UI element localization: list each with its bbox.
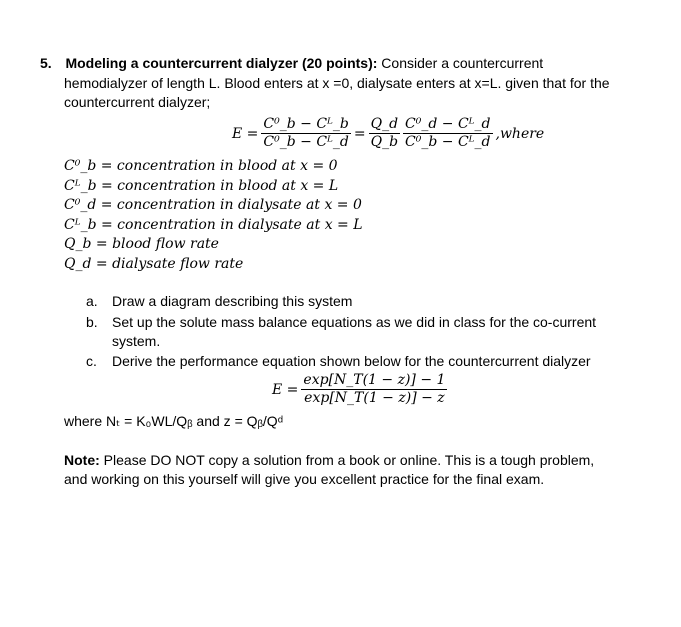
task-a [86, 292, 352, 311]
definition-item [64, 157, 363, 177]
definition-item [64, 177, 363, 197]
problem-number: 5. [40, 55, 52, 71]
performance-equation [272, 372, 447, 407]
definition-symbol: C⁰_b [64, 158, 97, 174]
perf-eq-numerator: exp[N_T(1 − z)] − 1 [303, 372, 446, 388]
note-line-1 [64, 451, 594, 470]
problem-intro-2: hemodialyzer of length L. Blood enters at x =0, dialysate enters at x=L. given that for the [64, 75, 610, 91]
where-definition-line: where Nₜ = K₀WL/Qᵦ and z = Qᵦ/Qᵈ [64, 413, 283, 429]
task-text: system. [112, 333, 161, 349]
task-c [86, 352, 591, 371]
efficiency-equation [232, 116, 544, 151]
eq-frac1-denominator: C⁰_b − Cᴸ_d [263, 134, 349, 150]
definition-symbol: Cᴸ_b [64, 177, 97, 194]
problem-intro-1: Consider a countercurrent [381, 55, 544, 71]
perf-eq-fraction [301, 372, 447, 407]
task-text: Set up the solute mass balance equations as we did in class for the co-current [112, 314, 597, 330]
eq-frac2-denominator: Q_b [370, 134, 399, 150]
task-b [86, 313, 596, 332]
task-text: Derive the performance equation shown below for the countercurrent dialyzer [112, 353, 591, 369]
note-text-1: Please DO NOT copy a solution from a book or online. This is a tough problem, [103, 452, 595, 468]
eq-frac3-denominator: C⁰_b − Cᴸ_d [405, 134, 491, 150]
definition-text: = blood flow rate [95, 236, 219, 252]
eq-fraction-3 [403, 116, 492, 151]
eq-frac1-numerator: C⁰_b − Cᴸ_b [263, 116, 349, 132]
eq-suffix-where: ,where [495, 125, 545, 142]
eq-fraction-2 [369, 116, 400, 151]
definition-text: = concentration in dialysate at x = L [100, 216, 363, 233]
eq-frac3-numerator: C⁰_d − Cᴸ_d [405, 116, 491, 132]
definition-text: = concentration in dialysate at x = 0 [100, 197, 362, 213]
problem-heading-line [40, 54, 543, 73]
definition-item [64, 196, 363, 216]
task-label: b. [86, 314, 98, 330]
definition-item [64, 216, 363, 236]
task-label: c. [86, 353, 97, 369]
definition-symbol: C⁰_d [64, 197, 97, 213]
problem-intro-3: countercurrent dialyzer; [64, 94, 211, 110]
eq-frac2-numerator: Q_d [370, 116, 399, 132]
definition-text: = dialysate flow rate [95, 255, 244, 272]
note-label: Note: [64, 452, 100, 468]
task-b-continuation [86, 332, 160, 351]
note-line-2: and working on this yourself will give you excellent practice for the final exam. [64, 471, 545, 487]
definition-symbol: Q_d [64, 255, 92, 272]
definition-symbol: Cᴸ_b [64, 216, 97, 233]
definition-item [64, 235, 363, 255]
perf-eq-denominator: exp[N_T(1 − z)] − z [301, 389, 447, 407]
definition-item [64, 255, 363, 275]
definition-text: = concentration in blood at x = 0 [100, 158, 338, 174]
definitions-list [64, 157, 363, 274]
eq-fraction-1 [261, 116, 350, 151]
definition-symbol: Q_b [64, 236, 92, 252]
definition-text: = concentration in blood at x = L [100, 177, 339, 194]
eq-equals: = [353, 125, 366, 142]
perf-eq-lhs: E = [272, 381, 299, 398]
task-label: a. [86, 293, 98, 309]
problem-title: Modeling a countercurrent dialyzer (20 points): [65, 55, 378, 71]
eq-lhs: E = [232, 125, 259, 142]
task-text: Draw a diagram describing this system [112, 293, 353, 309]
